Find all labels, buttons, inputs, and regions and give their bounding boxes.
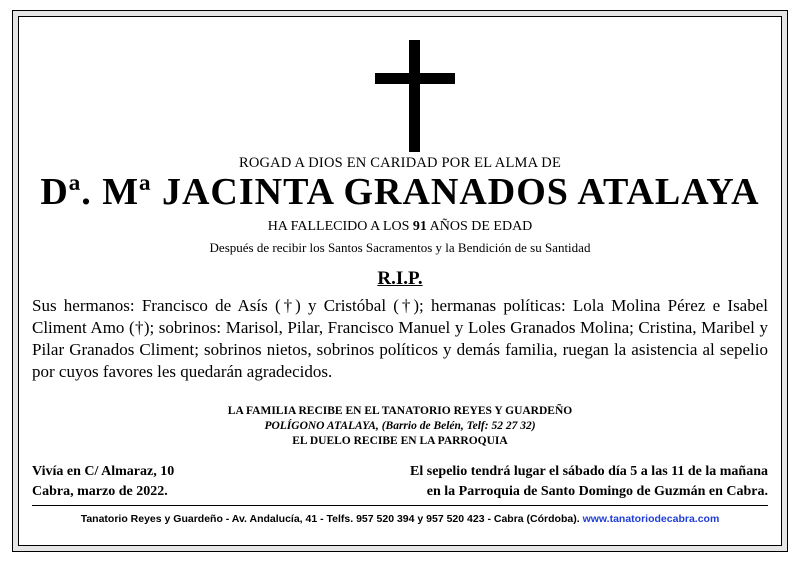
tanatorio-line-1: LA FAMILIA RECIBE EN EL TANATORIO REYES Y GUARDEÑO [227,405,573,417]
age-suffix: AÑOS DE EDAD [429,219,533,234]
age-value: 91 [412,219,427,234]
tanatorio-block [32,404,768,449]
tanatorio-location: POLÍGONO ATALAYA, [264,420,379,432]
cross-icon [375,40,455,160]
age-line [32,219,768,235]
rogad-line: ROGAD A DIOS EN CARIDAD POR EL ALMA DE [238,155,562,171]
footer-divider [32,505,768,506]
deceased-name: Dª. Mª JACINTA GRANADOS ATALAYA [40,171,760,213]
footer [32,513,768,525]
sacraments-line: Después de recibir los Santos Sacramentos y la Bendición de su Santidad [209,240,591,255]
tanatorio-line-3: EL DUELO RECIBE EN LA PARROQUIA [292,435,508,447]
burial-line-2: en la Parroquia de Santo Domingo de Guzmán en Cabra. [426,484,768,499]
burial-line-1: El sepelio tendrá lugar el sábado día 5 a las 11 de la mañana [410,464,768,479]
tanatorio-line-2 [32,419,768,434]
family-paragraph: Sus hermanos: Francisco de Asís (†) y Cristóbal (†); hermanas políticas: Lola Molina Pérez e Isabel Climent Amo (†); sobrinos: Marisol, Pilar, Francisco Manuel y Loles Granados Molina; Cristina, Maribel y Pilar Granados Climent; sobrinos nietos, sobrinos políticos y demás familia, ruegan la asistencia al sepelio por cuyos favores les quedarán agradecidos. [32,296,768,381]
burial-block [410,462,768,502]
footer-contact: Tanatorio Reyes y Guardeño - Av. Andalucía, 41 - Telfs. 957 520 394 y 957 520 423 - Cabra (Córdoba). [80,513,580,525]
age-prefix: HA FALLECIDO A LOS [267,219,410,234]
rip-heading: R.I.P. [377,268,423,289]
address-line-2: Cabra, marzo de 2022. [32,484,168,499]
address-line-1: Vivía en C/ Almaraz, 10 [32,464,175,479]
website-link[interactable]: www.tanatoriodecabra.com [582,513,720,525]
obituary-content [32,27,768,539]
address-block [32,462,174,502]
tanatorio-details: (Barrio de Belén, Telf: 52 27 32) [381,420,536,432]
